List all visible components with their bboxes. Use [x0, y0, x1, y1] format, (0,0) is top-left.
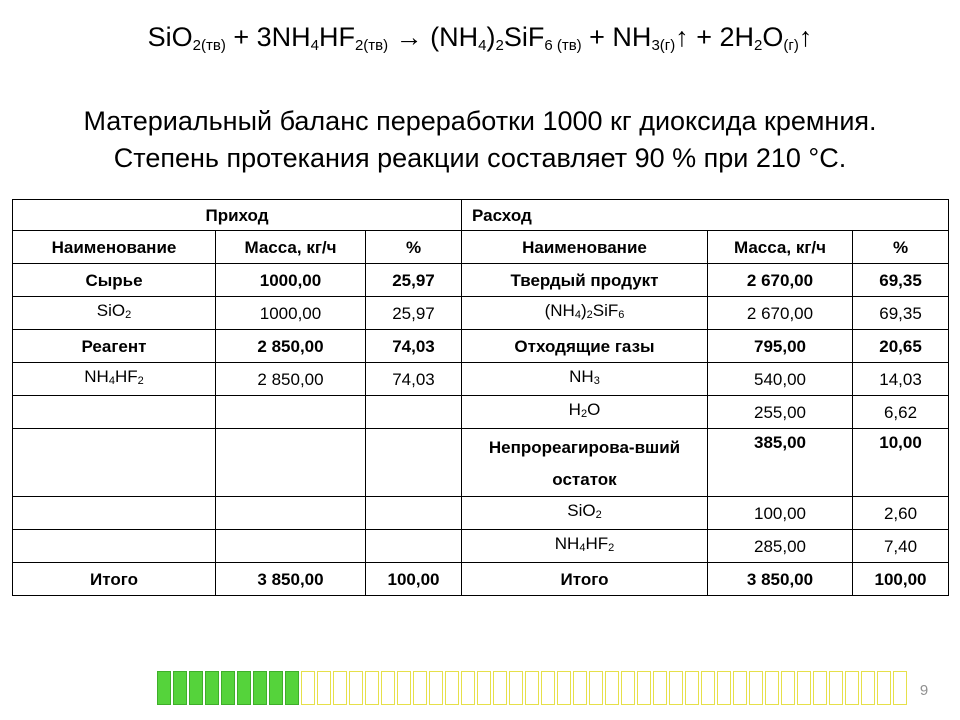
row-name: SiO$_2$	[462, 497, 708, 530]
total-pct: 100,00	[853, 563, 949, 596]
empty-cell	[366, 497, 462, 530]
progress-cell-filled	[205, 671, 219, 705]
progress-cell-empty	[781, 671, 795, 705]
progress-cell-empty	[733, 671, 747, 705]
row-pct: 7,40	[853, 530, 949, 563]
progress-cell-empty	[861, 671, 875, 705]
progress-cell-empty	[573, 671, 587, 705]
empty-cell	[216, 530, 366, 563]
col-mass-header: Масса, кг/ч	[708, 231, 853, 264]
progress-cell-empty	[877, 671, 891, 705]
row-pct: 10,00	[853, 429, 949, 497]
progress-cell-empty	[653, 671, 667, 705]
progress-cell-empty	[637, 671, 651, 705]
row-pct: 25,97	[366, 264, 462, 297]
progress-cell-empty	[589, 671, 603, 705]
table-row	[13, 330, 949, 363]
subtitle-line-2: Степень протекания реакции составляет 90 % при 210 °С.	[113, 143, 847, 173]
row-name: $H_2O$	[462, 396, 708, 429]
progress-cell-empty	[685, 671, 699, 705]
row-name: $NH_4HF_2$	[13, 363, 216, 396]
progress-cell-empty	[317, 671, 331, 705]
progress-cell-empty	[365, 671, 379, 705]
row-name: Твердый продукт	[462, 264, 708, 297]
empty-cell	[216, 429, 366, 497]
empty-cell	[216, 396, 366, 429]
col-pct-header: %	[853, 231, 949, 264]
total-mass: 3 850,00	[708, 563, 853, 596]
progress-cell-empty	[621, 671, 635, 705]
col-pct-header: %	[366, 231, 462, 264]
progress-cell-empty	[477, 671, 491, 705]
row-mass: 2 850,00	[216, 330, 366, 363]
progress-cell-empty	[749, 671, 763, 705]
progress-cell-empty	[397, 671, 411, 705]
progress-cell-filled	[173, 671, 187, 705]
slide-progress-bar	[157, 671, 909, 705]
row-mass: 100,00	[708, 497, 853, 530]
row-mass: 285,00	[708, 530, 853, 563]
row-pct: 74,03	[366, 330, 462, 363]
expense-header: Расход	[462, 200, 949, 231]
total-mass: 3 850,00	[216, 563, 366, 596]
table-row	[13, 396, 949, 429]
progress-cell-filled	[253, 671, 267, 705]
empty-cell	[13, 497, 216, 530]
progress-cell-empty	[493, 671, 507, 705]
col-mass-header: Масса, кг/ч	[216, 231, 366, 264]
progress-cell-empty	[301, 671, 315, 705]
table-row	[13, 264, 949, 297]
reaction-equation: $SiO_{2(тв)} + 3NH_4HF_{2(тв)} \to (NH_4)_2SiF_{6 (тв)}$ + $NH_{3(г)}↑$ + $2H_2O_{(г)}↑$	[147, 22, 813, 54]
table-row	[13, 363, 949, 396]
table-row	[13, 297, 949, 330]
total-row	[13, 563, 949, 596]
row-pct: 2,60	[853, 497, 949, 530]
row-pct: 20,65	[853, 330, 949, 363]
progress-cell-empty	[893, 671, 907, 705]
row-pct: 69,35	[853, 297, 949, 330]
row-pct: 14,03	[853, 363, 949, 396]
row-mass: 540,00	[708, 363, 853, 396]
row-name: $NH_3$	[462, 363, 708, 396]
progress-cell-empty	[541, 671, 555, 705]
col-name-header: Наименование	[13, 231, 216, 264]
row-mass: 385,00	[708, 429, 853, 497]
progress-cell-empty	[765, 671, 779, 705]
progress-cell-empty	[525, 671, 539, 705]
progress-cell-filled	[157, 671, 171, 705]
income-header: Приход	[13, 200, 462, 231]
progress-cell-empty	[509, 671, 523, 705]
row-name: Реагент	[13, 330, 216, 363]
row-name: Непрореагирова-вший остаток	[462, 429, 708, 497]
progress-cell-empty	[445, 671, 459, 705]
progress-cell-filled	[221, 671, 235, 705]
total-label: Итого	[13, 563, 216, 596]
progress-cell-empty	[557, 671, 571, 705]
table-row	[13, 429, 949, 497]
progress-cell-empty	[701, 671, 715, 705]
progress-cell-filled	[285, 671, 299, 705]
progress-cell-empty	[413, 671, 427, 705]
col-name-header: Наименование	[462, 231, 708, 264]
total-label: Итого	[462, 563, 708, 596]
total-pct: 100,00	[366, 563, 462, 596]
progress-cell-empty	[669, 671, 683, 705]
empty-cell	[216, 497, 366, 530]
progress-cell-empty	[333, 671, 347, 705]
row-name: $(NH_4)_2SiF_6$	[462, 297, 708, 330]
row-mass: 1000,00	[216, 264, 366, 297]
row-mass: 795,00	[708, 330, 853, 363]
page-number: 9	[919, 682, 929, 699]
progress-cell-empty	[717, 671, 731, 705]
progress-cell-filled	[189, 671, 203, 705]
row-mass: 255,00	[708, 396, 853, 429]
row-mass: 1000,00	[216, 297, 366, 330]
row-name: Сырье	[13, 264, 216, 297]
row-mass: 2 670,00	[708, 297, 853, 330]
column-header-row	[13, 231, 949, 264]
empty-cell	[13, 429, 216, 497]
progress-cell-empty	[349, 671, 363, 705]
progress-cell-empty	[797, 671, 811, 705]
progress-cell-empty	[429, 671, 443, 705]
empty-cell	[366, 429, 462, 497]
table-row	[13, 497, 949, 530]
material-balance-table	[12, 199, 949, 596]
row-mass: 2 850,00	[216, 363, 366, 396]
progress-cell-filled	[269, 671, 283, 705]
row-pct: 6,62	[853, 396, 949, 429]
row-pct: 69,35	[853, 264, 949, 297]
progress-cell-empty	[845, 671, 859, 705]
row-pct: 25,97	[366, 297, 462, 330]
row-name: $NH_4HF_2$	[462, 530, 708, 563]
row-name: SiO$_2$	[13, 297, 216, 330]
row-name: Отходящие газы	[462, 330, 708, 363]
progress-cell-empty	[813, 671, 827, 705]
row-mass: 2 670,00	[708, 264, 853, 297]
empty-cell	[366, 530, 462, 563]
table-header-row	[13, 200, 949, 231]
empty-cell	[13, 530, 216, 563]
row-pct: 74,03	[366, 363, 462, 396]
progress-cell-empty	[605, 671, 619, 705]
progress-cell-empty	[829, 671, 843, 705]
progress-cell-filled	[237, 671, 251, 705]
progress-cell-empty	[461, 671, 475, 705]
empty-cell	[366, 396, 462, 429]
subtitle-line-1: Материальный баланс переработки 1000 кг диоксида кремния.	[83, 106, 877, 136]
empty-cell	[13, 396, 216, 429]
table-row	[13, 530, 949, 563]
progress-cell-empty	[381, 671, 395, 705]
